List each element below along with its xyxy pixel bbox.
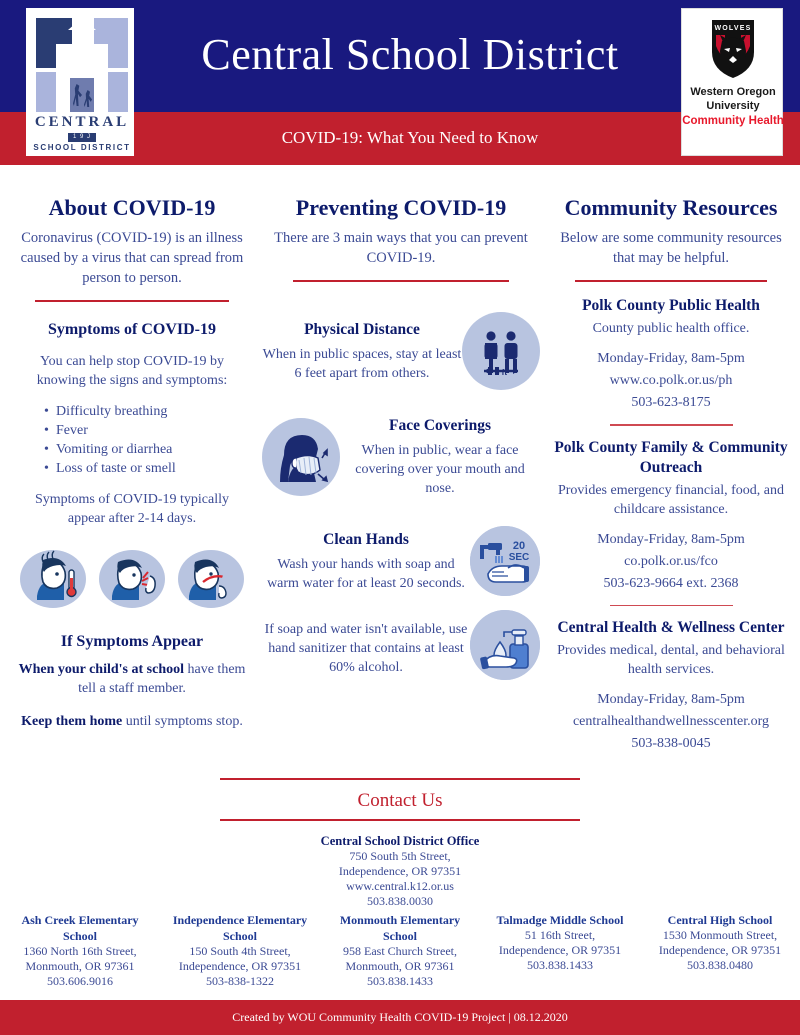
prevention-heading: Clean Hands	[323, 530, 409, 548]
resource-phone[interactable]: 503-623-9664 ext. 2368	[603, 575, 739, 591]
prevention-item-clean-hands	[262, 526, 540, 596]
school-item	[0, 912, 160, 989]
school-phone[interactable]: 503.838.1433	[367, 974, 433, 988]
district-office-address2: Independence, OR 97351	[338, 864, 462, 878]
wou-name	[682, 85, 784, 113]
school-address1: 958 East Church Street,	[343, 944, 457, 958]
symptom-onset-text: Symptoms of COVID-19 typically appear after 2-14 days.	[34, 492, 230, 526]
contact-top-divider	[220, 778, 580, 780]
school-address2: Independence, OR 97351	[178, 959, 302, 973]
resource-name: Polk County Public Health	[582, 297, 760, 314]
symptom-icons-row	[8, 548, 256, 610]
about-title: About COVID-19	[48, 195, 216, 220]
if-symptoms-line1-bold: When your child's at school	[18, 662, 184, 677]
school-phone[interactable]: 503.838.0480	[687, 958, 753, 972]
contact-section	[0, 778, 800, 909]
prevention-item-face-coverings	[262, 416, 540, 498]
resource-divider	[610, 424, 733, 426]
list-item: • Loss of taste or smell	[44, 459, 256, 478]
resource-name: Polk County Family & Community Outreach	[554, 438, 788, 476]
central-school-district-logo	[26, 8, 134, 156]
logo-subtitle: SCHOOL DISTRICT	[33, 143, 131, 152]
resource-phone[interactable]: 503-623-8175	[631, 395, 711, 410]
prevention-text: When in public spaces, stay at least 6 feet apart from others.	[262, 346, 462, 381]
contact-bottom-divider	[220, 819, 580, 821]
if-symptoms-line2	[8, 712, 256, 731]
resources-divider	[575, 280, 767, 282]
resource-item-central-health-wellness	[548, 618, 794, 753]
resource-website[interactable]: centralhealthandwellnesscenter.org	[572, 714, 770, 729]
resource-website[interactable]: www.co.polk.or.us/ph	[609, 373, 733, 388]
svg-text:WOLVES: WOLVES	[714, 25, 752, 32]
district-office-phone[interactable]: 503.838.0030	[367, 894, 433, 908]
page-title: Central School District	[201, 30, 619, 79]
resource-item-polk-family-outreach	[548, 438, 794, 593]
about-divider	[35, 300, 228, 302]
footer-credit-bar	[0, 1000, 800, 1035]
resource-description: Provides medical, dental, and behavioral health services.	[557, 643, 785, 677]
schools-list	[0, 912, 800, 989]
resource-item-polk-public-health	[548, 296, 794, 412]
fever-icon	[19, 548, 87, 610]
social-distance-icon	[462, 312, 540, 390]
if-symptoms-line2-rest: until symptoms stop.	[122, 714, 243, 729]
prevention-item-physical-distance	[262, 312, 540, 390]
school-address2: Monmouth, OR 97361	[345, 959, 455, 973]
school-address1: 150 South 4th Street,	[189, 944, 291, 958]
prevention-heading: Face Coverings	[388, 417, 491, 434]
school-phone[interactable]: 503.606.9016	[47, 974, 113, 988]
school-address1: 1360 North 16th Street,	[23, 944, 137, 958]
wolf-shield-icon	[709, 18, 757, 80]
resource-phone[interactable]: 503-838-0045	[631, 736, 711, 751]
resource-name: Central Health & Wellness Center	[557, 619, 785, 636]
resource-description: Provides emergency financial, food, and childcare assistance.	[557, 482, 784, 517]
page-subtitle: COVID-19: What You Need to Know	[281, 128, 539, 147]
logo-wordmark: CENTRAL	[34, 114, 130, 130]
preventing-divider	[293, 280, 510, 282]
symptoms-title: Symptoms of COVID-19	[48, 321, 216, 338]
list-item: • Fever	[44, 421, 256, 440]
school-item	[640, 912, 800, 989]
if-symptoms-line1	[8, 660, 256, 698]
page-header	[0, 0, 800, 165]
prevention-text: When in public, wear a face covering over your mouth and nose.	[355, 443, 525, 496]
if-symptoms-line2-bold: Keep them home	[21, 714, 123, 729]
school-name: Monmouth Elementary School	[339, 913, 461, 943]
footer-credit-text: Created by WOU Community Health COVID-19 Project | 08.12.2020	[232, 1010, 568, 1024]
school-address1: 1530 Monmouth Street,	[662, 928, 778, 942]
resource-description: County public health office.	[592, 321, 750, 336]
school-name: Ash Creek Elementary School	[21, 913, 139, 943]
school-address1: 51 16th Street,	[524, 928, 596, 942]
school-phone[interactable]: 503-838-1322	[206, 974, 274, 988]
prevention-item-hand-sanitizer	[262, 610, 540, 680]
wou-line2: University	[706, 100, 760, 112]
prevention-text: If soap and water isn't available, use hand sanitizer that contains at least 60% alcohol.	[264, 621, 468, 675]
preventing-title: Preventing COVID-19	[295, 195, 507, 220]
hand-sanitizer-icon	[470, 610, 540, 680]
seconds-number: 20	[512, 540, 526, 552]
distance-label: 6 ft	[495, 368, 507, 377]
handwashing-icon	[470, 526, 540, 596]
sore-throat-icon	[177, 548, 245, 610]
if-symptoms-line1-rest: have them tell a staff member.	[78, 662, 246, 696]
about-intro: Coronavirus (COVID-19) is an illness caused by a virus that can spread from person to person.	[20, 230, 244, 286]
district-office-name: Central School District Office	[320, 834, 480, 848]
seconds-unit: SEC	[508, 552, 530, 563]
symptoms-list	[44, 402, 256, 478]
wou-community-health-logo	[681, 8, 783, 156]
cough-icon	[98, 548, 166, 610]
resources-title: Community Resources	[564, 195, 778, 220]
school-item	[160, 912, 320, 989]
school-name: Talmadge Middle School	[496, 913, 624, 927]
list-item: • Difficulty breathing	[44, 402, 256, 421]
resource-website[interactable]: co.polk.or.us/fco	[624, 553, 718, 569]
face-mask-icon	[262, 418, 340, 496]
prevention-text: Wash your hands with soap and warm water for at least 20 seconds.	[267, 556, 465, 591]
symptoms-intro: You can help stop COVID-19 by knowing the signs and symptoms:	[36, 354, 228, 388]
school-name: Independence Elementary School	[172, 913, 308, 943]
contact-title: Contact Us	[357, 790, 443, 811]
school-item	[480, 912, 640, 989]
wou-line1: Western Oregon	[690, 86, 776, 98]
district-office-website[interactable]: www.central.k12.or.us	[346, 879, 454, 893]
logo-district-number: 1 9 J	[68, 133, 96, 142]
wou-community-health-label: Community Health	[682, 115, 784, 127]
school-phone[interactable]: 503.838.1433	[527, 958, 593, 972]
resource-hours: Monday-Friday, 8am-5pm	[597, 531, 745, 547]
prevention-heading: Physical Distance	[304, 320, 420, 338]
resource-hours: Monday-Friday, 8am-5pm	[597, 351, 745, 366]
resources-intro: Below are some community resources that may be helpful.	[560, 230, 782, 266]
column-about	[8, 165, 256, 731]
school-address2: Independence, OR 97351	[498, 943, 622, 957]
resource-hours: Monday-Friday, 8am-5pm	[597, 692, 745, 707]
preventing-intro: There are 3 main ways that you can prevent COVID-19.	[274, 230, 528, 266]
resource-divider	[610, 605, 733, 607]
list-item: • Vomiting or diarrhea	[44, 440, 256, 459]
district-office-address1: 750 South 5th Street,	[349, 849, 451, 863]
column-resources	[548, 165, 794, 753]
column-preventing	[262, 165, 540, 680]
school-item	[320, 912, 480, 989]
school-address2: Monmouth, OR 97361	[25, 959, 135, 973]
school-address2: Independence, OR 97351	[658, 943, 782, 957]
school-name: Central High School	[667, 913, 773, 927]
if-symptoms-title: If Symptoms Appear	[60, 633, 204, 650]
